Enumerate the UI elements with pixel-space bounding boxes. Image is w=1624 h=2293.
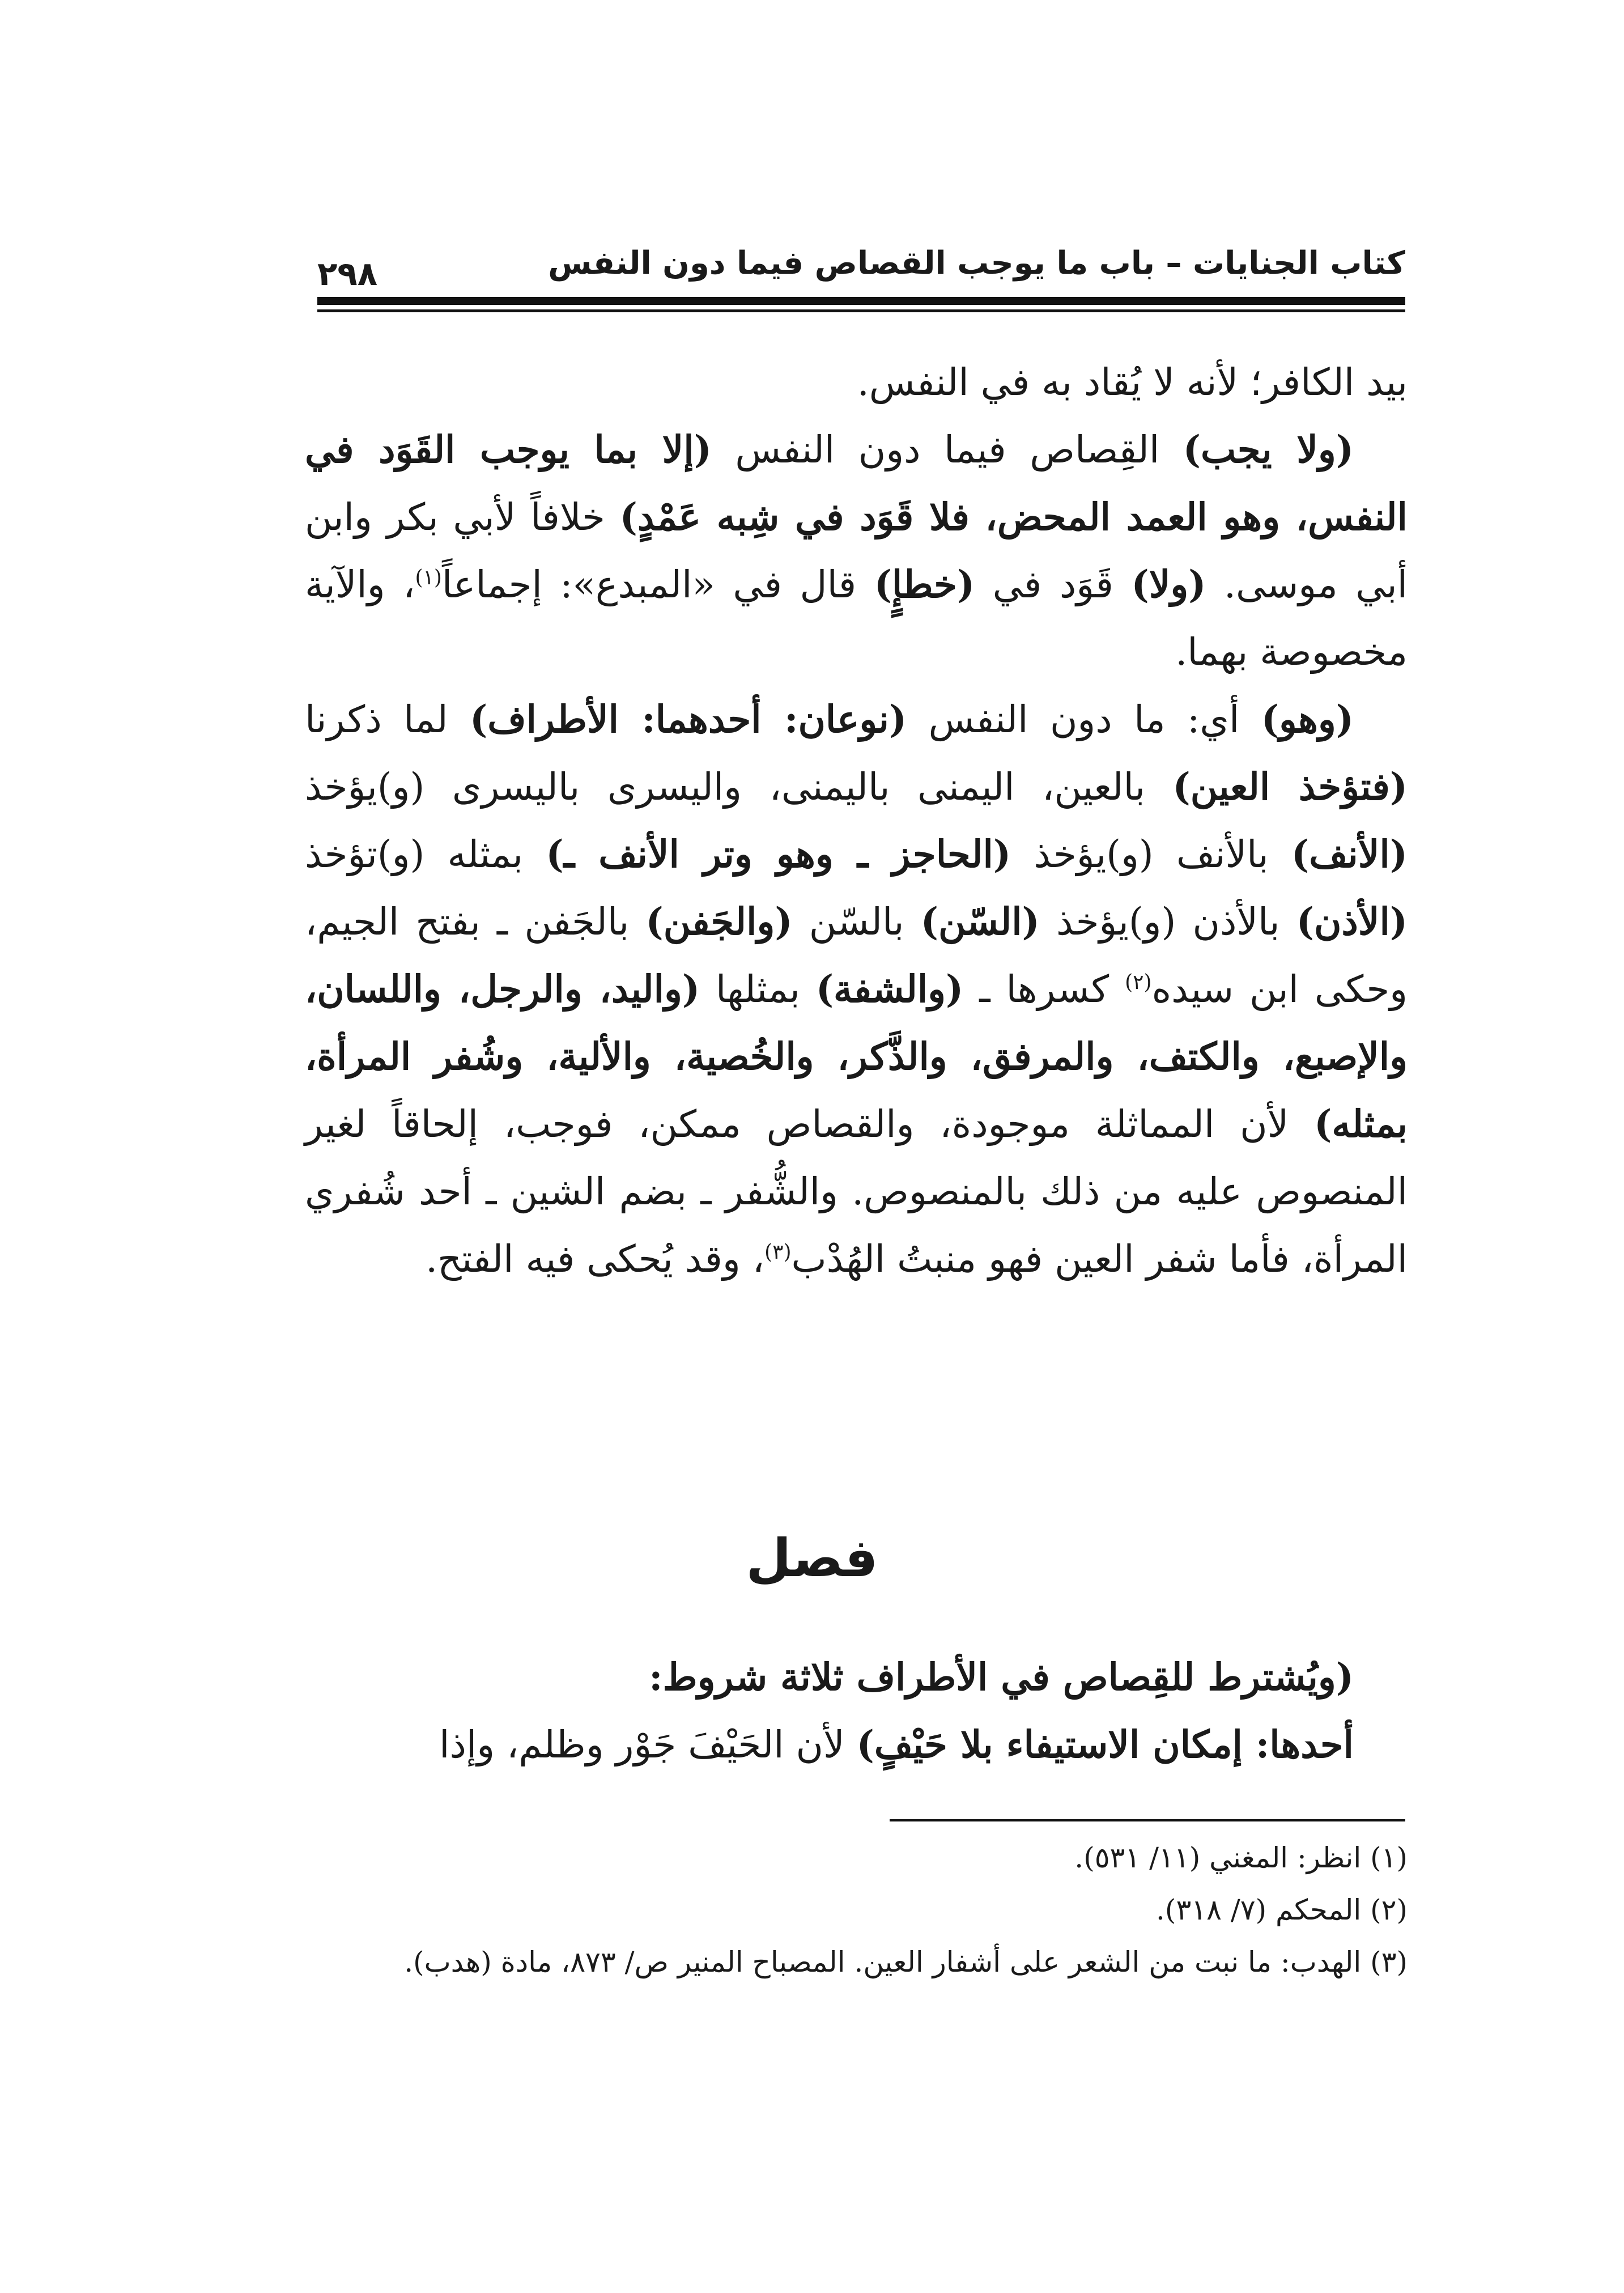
sharh-text: قال في «المبدع»: إجماعاً: [441, 563, 874, 606]
header-rule-thick: [317, 297, 1405, 305]
page-number: ٢٩٨: [317, 254, 378, 293]
matn-text: (خطإٍ): [874, 562, 975, 606]
paragraph-1-text: بيد الكافر؛ لأنه لا يُقاد به في النفس.: [857, 360, 1408, 404]
matn-text: (والشفة): [815, 967, 964, 1011]
sharh-text: بمثله (و)تؤخذ: [305, 833, 546, 876]
sharh-text: أي: ما دون النفس: [907, 698, 1261, 741]
matn-text: (الأنف): [1291, 832, 1408, 876]
matn-text: (فتؤخذ العين): [1172, 765, 1408, 809]
matn-text: (والجَفن): [645, 899, 793, 944]
section-paragraph-2: [305, 1711, 1408, 1778]
matn-text: (السّن): [920, 899, 1040, 944]
footnote-2: (٢) المحكم (٧/ ٣١٨).: [1156, 1893, 1408, 1926]
matn-text: (وهو): [1261, 697, 1354, 741]
matn-text: (إلا بما يوجب القَوَد في النفس، وهو العمد المحض، فلا قَوَد في شِبه عَمْدٍ): [305, 427, 1408, 539]
sharh-text: قَوَد في: [975, 563, 1132, 606]
sharh-text: لما ذكرنا: [305, 698, 470, 741]
matn-text: (نوعان: أحدهما: الأطراف): [470, 697, 907, 741]
matn-text: (ولا): [1131, 562, 1206, 606]
paragraph-2: [305, 416, 1408, 686]
footnote-3: (٣) الهدب: ما نبت من الشعر على أشفار العين. المصباح المنير ص/ ٨٧٣، مادة (هدب).: [404, 1946, 1408, 1978]
matn-text: (الأذن): [1296, 899, 1408, 944]
main-text: [305, 349, 1408, 1293]
paragraph-3: [305, 686, 1408, 1293]
matn-text: (واليد، والرجل، واللسان، والإصبع، والكتف، والمرفق، والذَّكر، والخُصية، والألية، وشُفر المرأة، بمثله): [305, 967, 1408, 1146]
sharh-text: لأن المماثلة موجودة، والقصاص ممكن، فوجب، إلحاقاً لغير المنصوص عليه من ذلك بالمنصوص. والشُّفر ـ بضم الشين ـ أحد شُفري المرأة، فأما شفر العين فهو منبتُ الهُدْب: [305, 1102, 1408, 1281]
matn-text: (الحاجز ـ وهو وتر الأنف ـ): [546, 832, 1011, 876]
sharh-text: لأن الحَيْفَ جَوْر وظلم، وإذا: [439, 1723, 857, 1767]
sharh-text: ، وقد يُحكى فيه الفتح.: [426, 1237, 765, 1281]
sharh-text: بالجَفن ـ بفتح الجيم، وحكى ابن سيده: [305, 900, 1408, 1011]
sharh-text: كسرها ـ: [963, 967, 1125, 1011]
header-title: كتاب الجنايات – باب ما يوجب القصاص فيما دون النفس: [548, 245, 1405, 282]
matn-text: (ولا يجب): [1183, 427, 1354, 472]
sharh-text: القِصاص فيما دون النفس: [711, 428, 1183, 472]
sharh-text: بالعين، اليمنى باليمنى، واليسرى باليسرى (و)يؤخذ: [305, 765, 1173, 809]
footnote-ref-1[interactable]: (١): [415, 566, 442, 589]
sharh-text: بمثلها: [700, 967, 816, 1011]
header-rule-thin: [317, 309, 1405, 312]
footnotes: [305, 1832, 1408, 1988]
matn-text: أحدها: إمكان الاستيفاء بلا حَيْفٍ): [856, 1722, 1354, 1767]
footnote-1: (١) انظر: المغني (١١/ ٥٣١).: [1074, 1841, 1408, 1874]
section-text: [305, 1644, 1408, 1778]
sharh-text: بالأذن (و)يؤخذ: [1039, 900, 1296, 944]
sharh-text: بالأنف (و)يؤخذ: [1011, 833, 1291, 876]
sharh-text: ، والآية مخصوصة بهما.: [305, 563, 1408, 674]
footnote-ref-3[interactable]: (٣): [764, 1241, 792, 1264]
sharh-text: بالسّن: [792, 900, 921, 944]
section-paragraph-1: (ويُشترط للقِصاص في الأطراف ثلاثة شروط:: [649, 1655, 1354, 1699]
sharh-text: خلافاً لأبي بكر وابن أبي موسى.: [305, 495, 1408, 606]
running-header: [317, 241, 1405, 292]
footnote-ref-2[interactable]: (٢): [1125, 971, 1152, 994]
paragraph-1: [305, 349, 1408, 416]
footnote-separator: [890, 1819, 1405, 1821]
section-heading: فصل: [746, 1528, 878, 1589]
